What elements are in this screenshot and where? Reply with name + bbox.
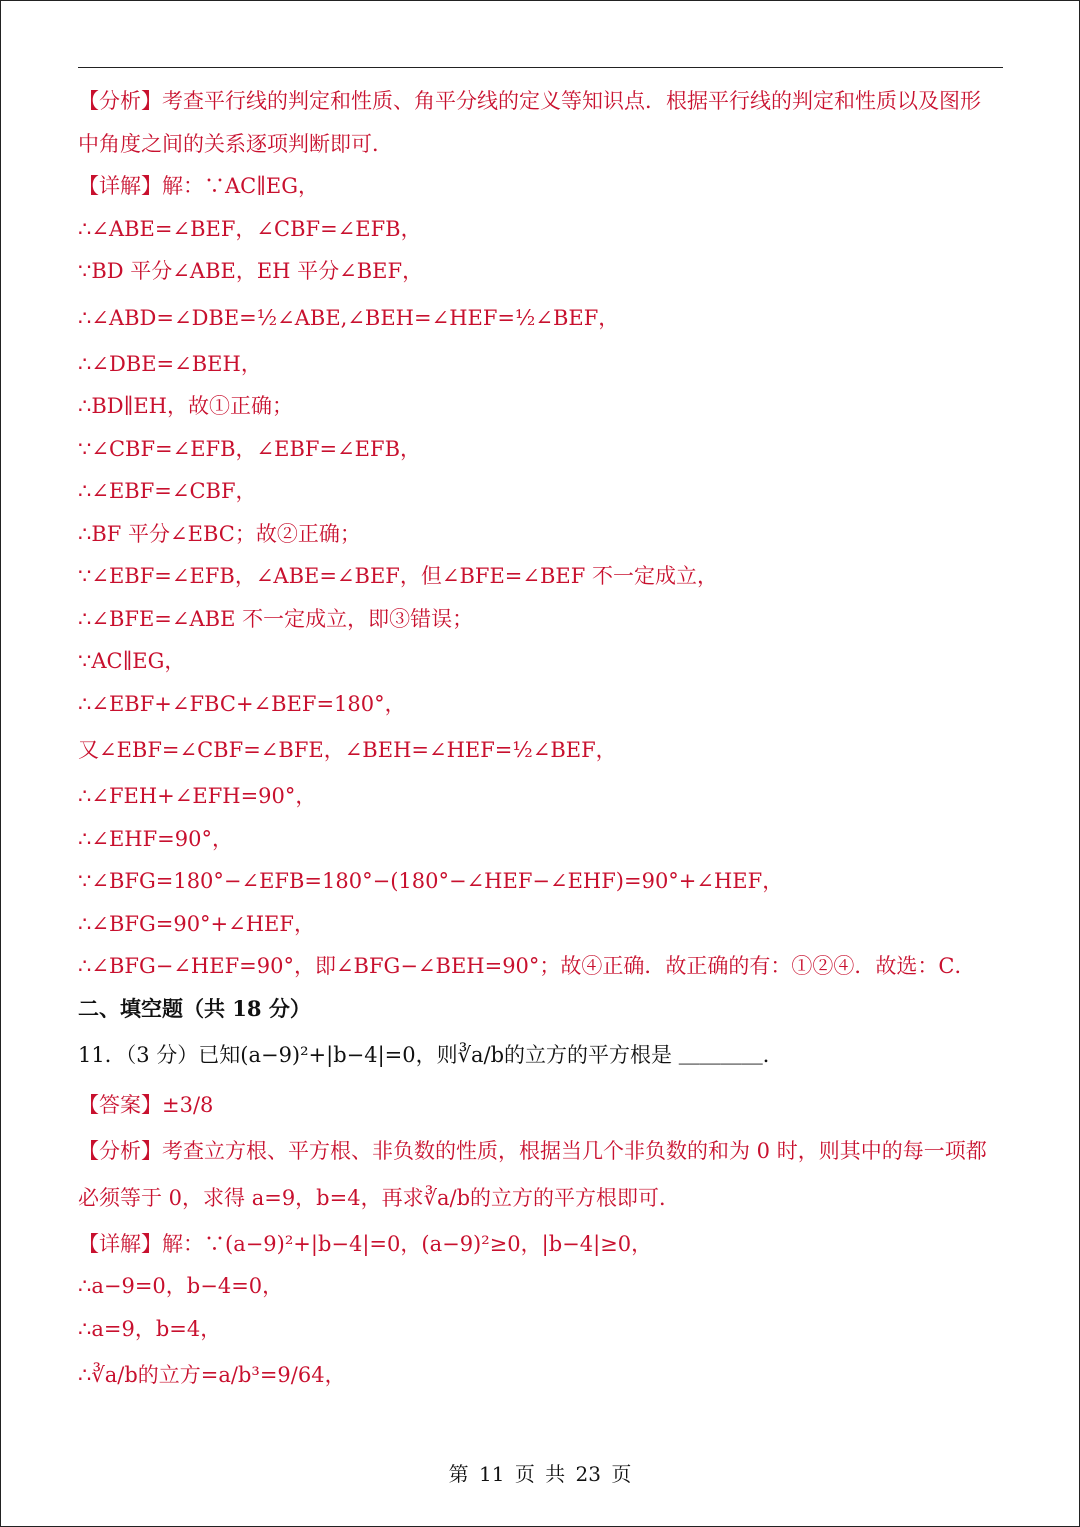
detail-line-4: ∴∛a/b的立方=a/b³=9/64， [78, 1363, 346, 1387]
question-11: 11．（3 分）已知(a−9)²+|b−4|=0，则∛a/b的立方的平方根是 ＿＿＿＿． [78, 1043, 784, 1067]
line-1: 【分析】考查平行线的判定和性质、角平分线的定义等知识点．根据平行线的判定和性质以及图形 [78, 89, 981, 113]
line-16: 又∠EBF=∠CBF=∠BFE，∠BEH=∠HEF=½∠BEF， [78, 738, 617, 762]
line-18: ∴∠EHF=90°， [78, 826, 233, 851]
solution-content [78, 80, 1003, 1400]
line-11: ∴BF 平分∠EBC；故②正确； [78, 521, 361, 546]
line-20: ∴∠BFG=90°+∠HEF， [78, 911, 315, 936]
line-2: 中角度之间的关系逐项判断即可． [78, 131, 393, 156]
answer-line: 【答案】±3/8 [78, 1093, 214, 1117]
detail-line-1: 【详解】解：∵(a−9)²+|b−4|=0，(a−9)²≥0，|b−4|≥0， [78, 1231, 653, 1256]
line-21: ∴∠BFG−∠HEF=90°，即∠BFG−∠BEH=90°；故④正确．故正确的有：①②④．故选：C． [78, 954, 976, 978]
line-17: ∴∠FEH+∠EFH=90°， [78, 784, 317, 808]
line-19: ∵∠BFG=180°−∠EFB=180°−(180°−∠HEF−∠EHF)=90°+∠HEF， [78, 869, 784, 893]
analysis-line-1: 【分析】考查立方根、平方根、非负数的性质，根据当几个非负数的和为 0 时，则其中的每一项都 [78, 1139, 987, 1163]
line-14: ∵AC∥EG， [78, 649, 186, 673]
line-5: ∵BD 平分∠ABE，EH 平分∠BEF， [78, 259, 424, 283]
analysis-line-2: 必须等于 0，求得 a=9，b=4，再求∛a/b的立方的平方根即可． [78, 1185, 681, 1210]
line-15: ∴∠EBF+∠FBC+∠BEF=180°， [78, 691, 406, 716]
line-13: ∴∠BFE=∠ABE 不一定成立，即③错误； [78, 606, 474, 631]
line-4: ∴∠ABE=∠BEF，∠CBF=∠EFB， [78, 216, 422, 241]
detail-line-2: ∴a−9=0，b−4=0， [78, 1274, 284, 1298]
line-6: ∴∠ABD=∠DBE=½∠ABE,∠BEH=∠HEF=½∠BEF， [78, 305, 620, 330]
page-number-footer: 第 11 页 共 23 页 [448, 1462, 632, 1486]
line-9: ∵∠CBF=∠EFB，∠EBF=∠EFB， [78, 436, 422, 461]
header-rule [78, 67, 1003, 68]
section-heading: 二、填空题（共 18 分） [78, 995, 311, 1021]
line-3: 【详解】解：∵AC∥EG， [78, 174, 320, 198]
line-8: ∴BD∥EH，故①正确； [78, 394, 293, 418]
line-12: ∵∠EBF=∠EFB，∠ABE=∠BEF，但∠BFE=∠BEF 不一定成立， [78, 564, 718, 588]
detail-line-3: ∴a=9，b=4， [78, 1316, 222, 1341]
line-10: ∴∠EBF=∠CBF， [78, 479, 257, 503]
line-7: ∴∠DBE=∠BEH， [78, 351, 262, 376]
